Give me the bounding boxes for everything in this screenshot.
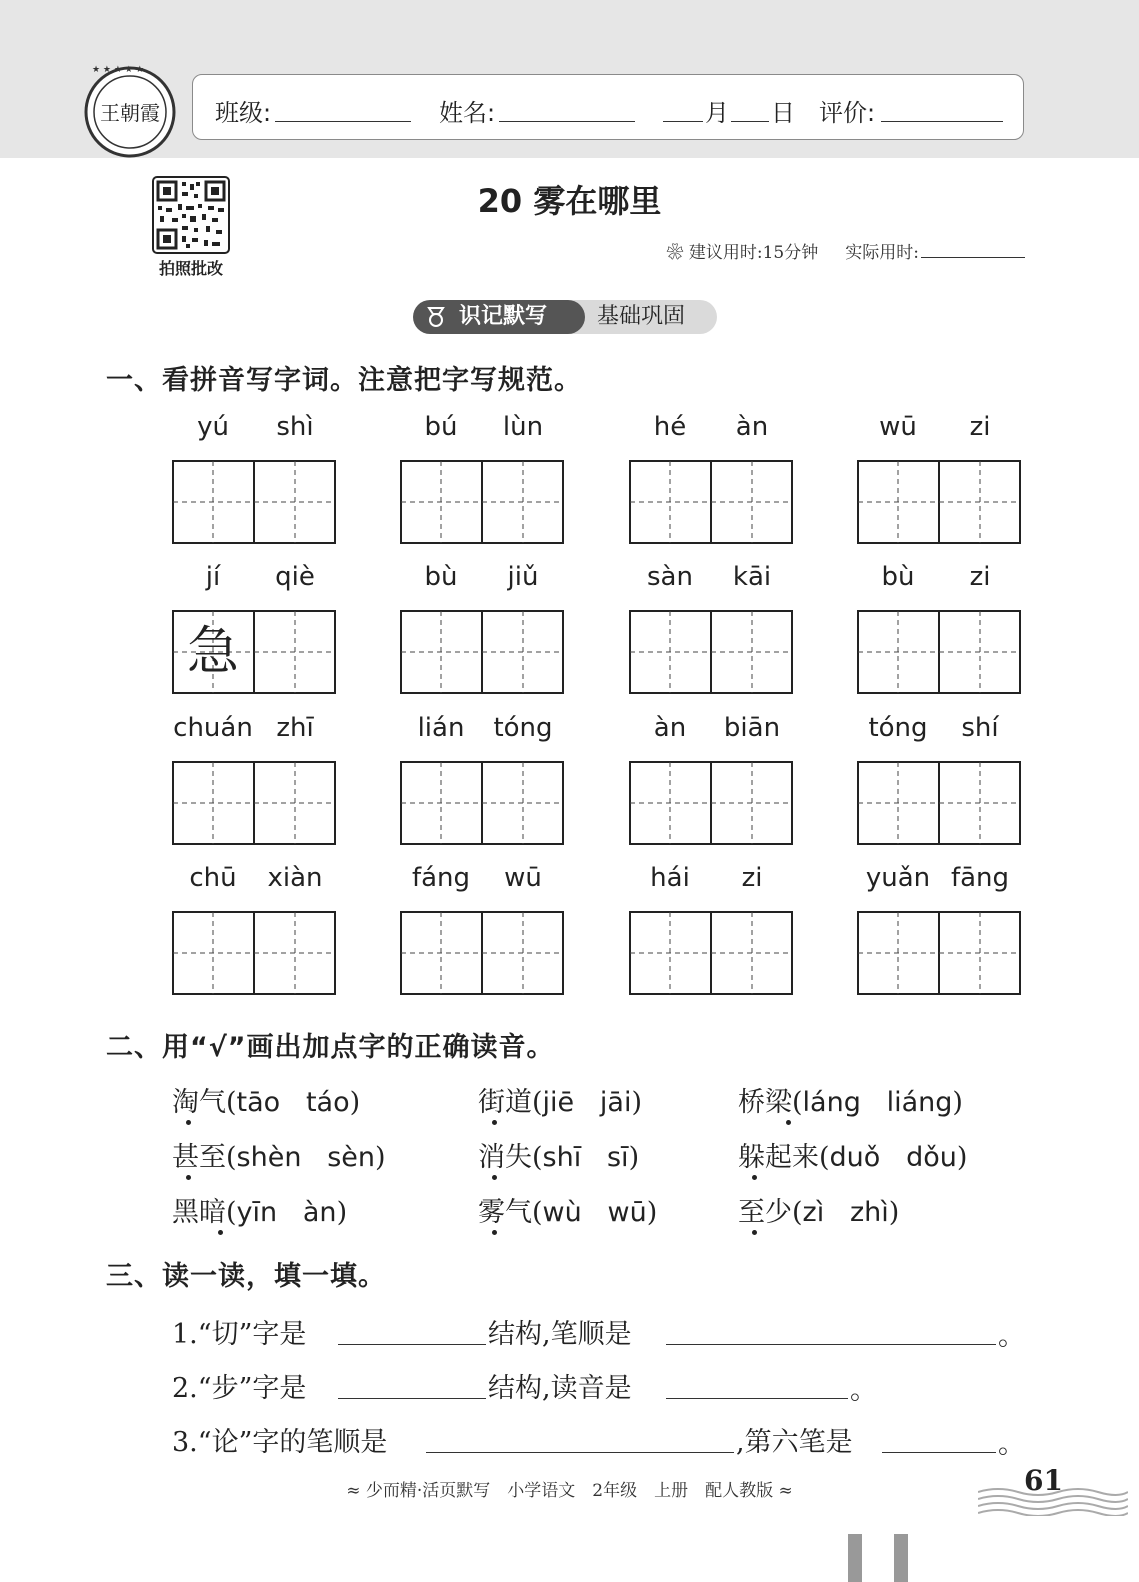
item-word: 桥梁: [738, 1087, 792, 1118]
q1-end: 。: [998, 1321, 1025, 1352]
writing-grid[interactable]: [857, 460, 1021, 544]
pinyin-syllable: bù: [881, 562, 915, 592]
pinyin-syllable: sàn: [647, 562, 693, 592]
writing-grid[interactable]: [629, 761, 793, 845]
pronunciation-item: 甚至(shèn sèn): [172, 1142, 386, 1173]
name-field[interactable]: [499, 121, 635, 122]
emphasis-dot: [186, 1120, 191, 1125]
class-label: 班级:: [215, 99, 272, 127]
pronunciation-item: 至少(zì zhì): [738, 1197, 900, 1228]
pinyin-option[interactable]: duǒ: [829, 1142, 881, 1173]
svg-text:王朝霞: 王朝霞: [100, 101, 160, 125]
pronunciation-item: 桥梁(láng liáng): [738, 1087, 963, 1118]
svg-text:★ ★ ★ ★ ★: ★ ★ ★ ★ ★: [92, 65, 144, 75]
pinyin-option[interactable]: táo: [305, 1087, 350, 1118]
pinyin-syllable: jí: [205, 562, 221, 592]
pinyin-syllable: tóng: [493, 713, 553, 743]
pinyin-option[interactable]: shèn: [236, 1142, 302, 1173]
pinyin-syllable: shì: [276, 412, 314, 442]
pinyin-option[interactable]: tāo: [236, 1087, 281, 1118]
pronunciation-item: 街道(jiē jāi): [478, 1087, 643, 1118]
item-word: 淘气: [172, 1087, 226, 1118]
emphasis-dot: [492, 1230, 497, 1235]
emphasis-dot: [786, 1120, 791, 1125]
example-character: 急: [186, 622, 239, 682]
item-word: 雾气: [478, 1197, 532, 1228]
page-number: 61: [1024, 1464, 1063, 1497]
pronunciation-item: 黑暗(yīn àn): [172, 1197, 348, 1228]
emphasis-dot: [186, 1175, 191, 1180]
pinyin-option[interactable]: shī: [542, 1142, 582, 1173]
pinyin-syllable: fāng: [950, 863, 1010, 893]
pinyin-option[interactable]: yīn: [236, 1197, 278, 1228]
pinyin-syllable: yuǎn: [865, 863, 931, 893]
pinyin-syllable: yú: [197, 412, 229, 442]
pronunciation-item: 消失(shī sī): [478, 1142, 640, 1173]
pinyin-syllable: xiàn: [267, 863, 323, 893]
day-label: 日: [771, 99, 795, 127]
pinyin-option[interactable]: zì: [802, 1197, 825, 1228]
item-word: 黑暗: [172, 1197, 226, 1228]
pinyin-syllable: bú: [424, 412, 458, 442]
pinyin-option[interactable]: jāi: [599, 1087, 632, 1118]
writing-grid[interactable]: [857, 761, 1021, 845]
clock-icon: ❀: [666, 243, 684, 263]
pinyin-option[interactable]: sèn: [327, 1142, 375, 1173]
footer-text: ≈ 少而精·活页默写 小学语文 2年级 上册 配人教版 ≈: [346, 1481, 793, 1501]
writing-grid[interactable]: [400, 911, 564, 995]
pinyin-syllable: tóng: [868, 713, 928, 743]
pinyin-syllable: hái: [650, 863, 690, 893]
pinyin-syllable: zi: [969, 562, 991, 592]
writing-grid[interactable]: [857, 610, 1021, 694]
student-info-box: [192, 74, 1024, 140]
writing-grid[interactable]: [857, 911, 1021, 995]
actual-time-field[interactable]: [921, 257, 1025, 258]
actual-time-label: 实际用时:: [845, 243, 919, 263]
item-word: 躲起来: [738, 1142, 819, 1173]
pinyin-syllable: zi: [741, 863, 763, 893]
month-label: 月: [705, 99, 729, 127]
q3-blank-sixth-stroke[interactable]: [882, 1452, 996, 1453]
writing-grid[interactable]: [400, 761, 564, 845]
writing-grid[interactable]: [172, 460, 336, 544]
month-field[interactable]: [663, 121, 703, 122]
writing-grid[interactable]: [629, 460, 793, 544]
eval-label: 评价:: [819, 99, 876, 127]
pinyin-option[interactable]: wù: [542, 1197, 582, 1228]
pronunciation-item: 雾气(wù wū): [478, 1197, 658, 1228]
badge-dark: 识记默写: [413, 300, 585, 334]
q2-blank-pronunciation[interactable]: [666, 1398, 848, 1399]
writing-grid[interactable]: [172, 761, 336, 845]
q3-end: 。: [998, 1429, 1025, 1460]
section3-heading: 三、读一读，填一填。: [106, 1261, 386, 1292]
pinyin-option[interactable]: dǒu: [906, 1142, 957, 1173]
q3-blank-stroke-order[interactable]: [426, 1452, 734, 1453]
pinyin-option[interactable]: àn: [302, 1197, 337, 1228]
writing-grid[interactable]: [400, 460, 564, 544]
writing-grid[interactable]: [172, 911, 336, 995]
emphasis-dot: [218, 1230, 223, 1235]
q1-part-a: 1.“切”字是: [172, 1319, 307, 1350]
q1-blank-structure[interactable]: [338, 1344, 486, 1345]
pinyin-option[interactable]: láng: [802, 1087, 861, 1118]
writing-grid[interactable]: [400, 610, 564, 694]
badge-light: 基础巩固: [563, 300, 717, 334]
pinyin-syllable: wū: [879, 412, 917, 442]
pinyin-syllable: lián: [417, 713, 465, 743]
pinyin-syllable: biān: [723, 713, 781, 743]
pinyin-syllable: fáng: [411, 863, 471, 893]
pinyin-option[interactable]: sī: [606, 1142, 629, 1173]
pinyin-syllable: bù: [424, 562, 458, 592]
medal-icon: [425, 306, 447, 328]
pinyin-syllable: wū: [504, 863, 542, 893]
page-title: 20 雾在哪里: [477, 182, 662, 220]
day-field[interactable]: [731, 121, 769, 122]
pinyin-syllable: zi: [969, 412, 991, 442]
time-info: [666, 238, 1025, 263]
writing-grid[interactable]: [629, 911, 793, 995]
q2-end: 。: [850, 1375, 877, 1406]
emphasis-dot: [752, 1230, 757, 1235]
pinyin-syllable: hé: [653, 412, 687, 442]
emphasis-dot: [752, 1175, 757, 1180]
section2-heading: 二、用“√”画出加点字的正确读音。: [106, 1032, 555, 1063]
pinyin-syllable: àn: [735, 412, 769, 442]
pronunciation-item: 淘气(tāo táo): [172, 1087, 361, 1118]
name-label: 姓名:: [439, 99, 496, 127]
item-word: 消失: [478, 1142, 532, 1173]
q3-part-a: 3.“论”字的笔顺是: [172, 1427, 388, 1458]
pinyin-syllable: jiǔ: [507, 562, 539, 592]
eval-field[interactable]: [881, 121, 1003, 122]
q1-part-b: 结构,笔顺是: [488, 1319, 632, 1350]
pinyin-syllable: àn: [653, 713, 687, 743]
pinyin-syllable: chū: [189, 863, 237, 893]
class-field[interactable]: [275, 121, 411, 122]
pinyin-syllable: shí: [961, 713, 999, 743]
section1-heading: 一、看拼音写字词。注意把字写规范。: [106, 365, 582, 396]
qr-label: 拍照批改: [158, 259, 223, 278]
pinyin-syllable: chuán: [173, 713, 253, 743]
pinyin-syllable: kāi: [732, 562, 772, 592]
pinyin-syllable: lùn: [502, 412, 544, 442]
pinyin-syllable: zhī: [276, 713, 314, 743]
pinyin-syllable: qiè: [275, 562, 315, 592]
writing-grid[interactable]: [172, 610, 336, 694]
wave-decoration: [978, 1486, 1128, 1516]
emphasis-dot: [492, 1120, 497, 1125]
pinyin-option[interactable]: zhì: [849, 1197, 889, 1228]
binding-marks: [846, 1532, 916, 1582]
q1-blank-stroke-order[interactable]: [666, 1344, 996, 1345]
item-word: 街道: [478, 1087, 532, 1118]
item-word: 至少: [738, 1197, 792, 1228]
section-badge: [413, 300, 717, 334]
q2-part-a: 2.“步”字是: [172, 1373, 307, 1404]
pinyin-option[interactable]: jiē: [542, 1087, 575, 1118]
q2-blank-structure[interactable]: [338, 1398, 486, 1399]
writing-grid[interactable]: [629, 610, 793, 694]
q2-part-b: 结构,读音是: [488, 1373, 632, 1404]
pronunciation-item: 躲起来(duǒ dǒu): [738, 1142, 968, 1173]
item-word: 甚至: [172, 1142, 226, 1173]
pinyin-option[interactable]: liáng: [886, 1087, 953, 1118]
pinyin-option[interactable]: wū: [607, 1197, 647, 1228]
q3-part-b: ,第六笔是: [736, 1427, 853, 1458]
suggested-time: 建议用时:15分钟: [688, 243, 819, 263]
emphasis-dot: [492, 1175, 497, 1180]
brand-logo: [82, 62, 178, 158]
